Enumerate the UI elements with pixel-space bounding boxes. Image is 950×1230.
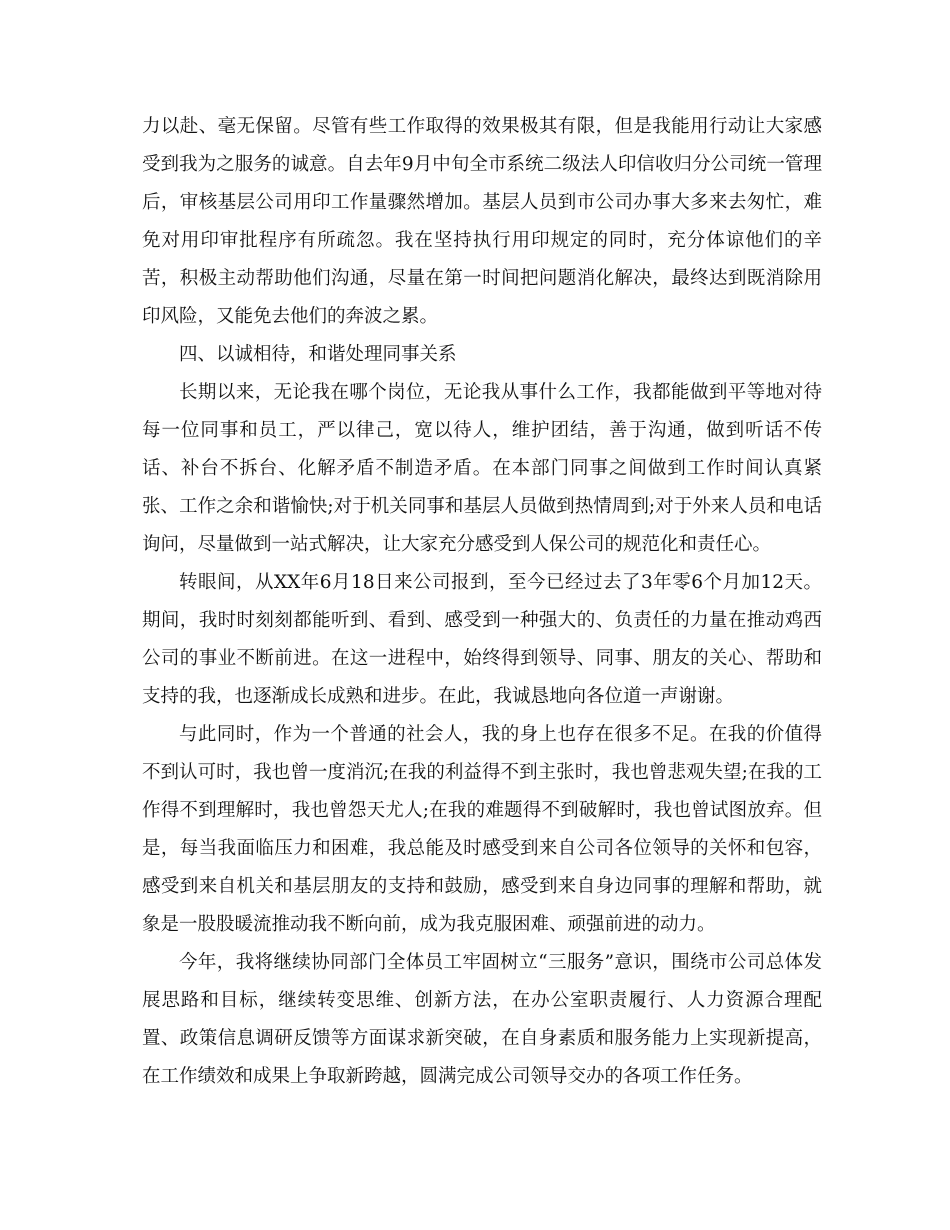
document-body [142, 108, 822, 1096]
section-heading-four: 四、以诚相待，和谐处理同事关系 [179, 344, 457, 365]
paragraph-future-plan: 今年，我将继续协同部门全体员工牢固树立“三服务”意识，围绕市公司总体发展思路和目标，继续转变思维、创新方法，在办公室职责履行、人力资源合理配置、政策信息调研反馈等方面谋求新突破，在自身素质和服务能力上实现新提高，在工作绩效和成果上争取新跨越，圆满完成公司领导交办的各项工作任务。 [142, 952, 822, 1087]
paragraph-tenure-gratitude: 转眼间，从XX年6月18日来公司报到，至今已经过去了3年零6个月加12天。期间，我时时刻刻都能听到、看到、感受到一种强大的、负责任的力量在推动鸡西公司的事业不断前进。在这一进程中，始终得到领导、同事、朋友的关心、帮助和支持的我，也逐渐成长成熟和进步。在此，我诚恳地向各位道一声谢谢。 [142, 572, 822, 707]
paragraph-continuation: 力以赴、毫无保留。尽管有些工作取得的效果极其有限，但是我能用行动让大家感受到我为之服务的诚意。自去年9月中旬全市系统二级法人印信收归分公司统一管理后，审核基层公司用印工作量骤然增加。基层人员到市公司办事大多来去匆忙，难免对用印审批程序有所疏忽。我在坚持执行用印规定的同时，充分体谅他们的辛苦，积极主动帮助他们沟通，尽量在第一时间把问题消化解决，最终达到既消除用印风险，又能免去他们的奔波之累。 [142, 116, 822, 327]
paragraph-shortcomings: 与此同时，作为一个普通的社会人，我的身上也存在很多不足。在我的价值得不到认可时，我也曾一度消沉;在我的利益得不到主张时，我也曾悲观失望;在我的工作得不到理解时，我也曾怨天尤人;在我的难题得不到破解时，我也曾试图放弃。但是，每当我面临压力和困难，我总能及时感受到来自公司各位领导的关怀和包容，感受到来自机关和基层朋友的支持和鼓励，感受到来自身边同事的理解和帮助，就象是一股股暖流推动我不断向前，成为我克服困难、顽强前进的动力。 [142, 724, 822, 935]
paragraph-colleague-relations: 长期以来，无论我在哪个岗位，无论我从事什么工作，我都能做到平等地对待每一位同事和员工，严以律己，宽以待人，维护团结，善于沟通，做到听话不传话、补台不拆台、化解矛盾不制造矛盾。在本部门同事之间做到工作时间认真紧张、工作之余和谐愉快;对于机关同事和基层人员做到热情周到;对于外来人员和电话询问，尽量做到一站式解决，让大家充分感受到人保公司的规范化和责任心。 [142, 382, 822, 555]
